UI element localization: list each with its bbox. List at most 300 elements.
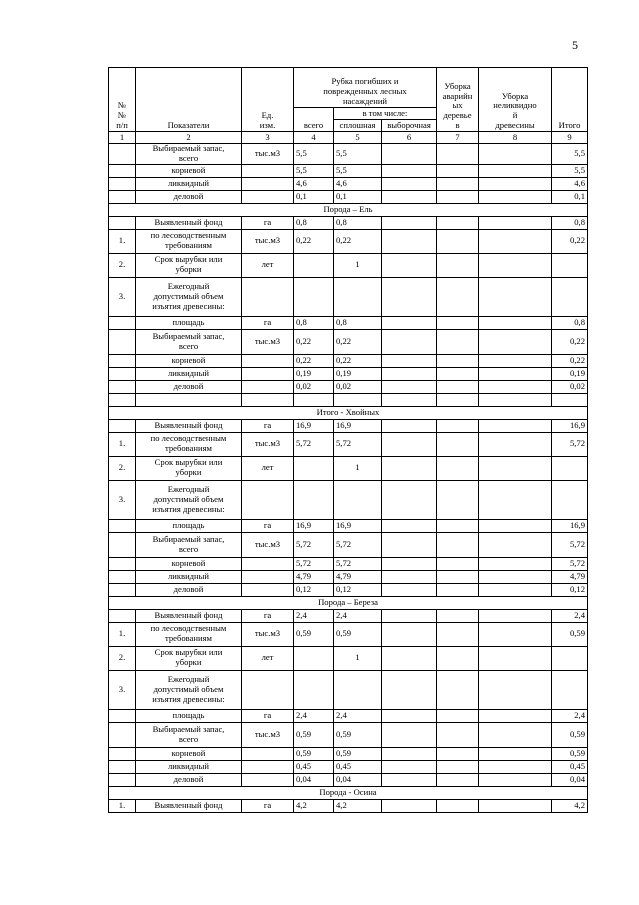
table-cell xyxy=(437,747,479,760)
table-cell: 0,04 xyxy=(294,773,334,786)
table-cell xyxy=(479,709,552,722)
table-cell xyxy=(334,480,382,519)
table-row xyxy=(109,253,588,277)
table-cell: 16,9 xyxy=(294,419,334,432)
table-cell xyxy=(382,570,437,583)
table-cell xyxy=(334,670,382,709)
table-cell: 5,5 xyxy=(334,144,382,165)
table-cell xyxy=(382,380,437,393)
table-cell xyxy=(242,670,294,709)
table-cell xyxy=(437,760,479,773)
table-cell: 5,5 xyxy=(552,164,588,177)
table-row xyxy=(109,609,588,622)
table-cell: 0,02 xyxy=(552,380,588,393)
table-cell xyxy=(479,367,552,380)
table-cell xyxy=(552,670,588,709)
table-cell xyxy=(382,760,437,773)
table-cell: 0,59 xyxy=(334,622,382,646)
table-cell: 0,59 xyxy=(334,747,382,760)
table-cell xyxy=(479,432,552,456)
table-cell xyxy=(109,164,136,177)
table-cell: 0,22 xyxy=(552,329,588,354)
table-cell: деловой xyxy=(136,190,242,203)
table-cell xyxy=(242,380,294,393)
table-cell xyxy=(437,380,479,393)
table-cell xyxy=(382,229,437,253)
section-title: Итого - Хвойных xyxy=(109,406,588,419)
table-cell xyxy=(242,367,294,380)
table-cell xyxy=(437,456,479,480)
table-cell xyxy=(479,190,552,203)
table-cell: 0,12 xyxy=(552,583,588,596)
table-cell: по лесоводственным требованиям xyxy=(136,229,242,253)
table-cell: по лесоводственным требованиям xyxy=(136,432,242,456)
table-cell xyxy=(479,532,552,557)
table-cell xyxy=(437,253,479,277)
table-cell xyxy=(294,646,334,670)
table-row xyxy=(109,570,588,583)
table-cell xyxy=(382,519,437,532)
table-cell: лет xyxy=(242,253,294,277)
table-cell: 4,79 xyxy=(552,570,588,583)
table-cell xyxy=(382,622,437,646)
table-cell: 2. xyxy=(109,646,136,670)
table-cell: 4,6 xyxy=(552,177,588,190)
table-cell: Выбираемый запас, всего xyxy=(136,144,242,165)
table-cell xyxy=(437,277,479,316)
table-cell xyxy=(382,329,437,354)
table-cell xyxy=(479,480,552,519)
table-cell xyxy=(382,316,437,329)
table-cell: 0,8 xyxy=(552,216,588,229)
table-cell xyxy=(109,393,136,406)
table-cell xyxy=(294,670,334,709)
table-cell xyxy=(382,456,437,480)
table-cell: площадь xyxy=(136,519,242,532)
table-cell: Выявленный фонд xyxy=(136,419,242,432)
table-cell xyxy=(479,456,552,480)
table-cell: Срок вырубки или уборки xyxy=(136,646,242,670)
column-number: 1 xyxy=(109,132,136,144)
table-cell xyxy=(109,609,136,622)
table-cell: 0,59 xyxy=(552,622,588,646)
table-cell: 2,4 xyxy=(294,709,334,722)
table-cell: 4,79 xyxy=(294,570,334,583)
table-cell xyxy=(242,480,294,519)
table-cell xyxy=(479,773,552,786)
column-number: 9 xyxy=(552,132,588,144)
table-cell xyxy=(109,329,136,354)
table-cell xyxy=(382,144,437,165)
table-cell xyxy=(479,519,552,532)
table-cell: 2,4 xyxy=(552,609,588,622)
column-number: 3 xyxy=(242,132,294,144)
table-cell xyxy=(109,557,136,570)
table-cell xyxy=(552,456,588,480)
table-cell xyxy=(479,799,552,812)
table-cell: 1. xyxy=(109,229,136,253)
table-cell xyxy=(479,177,552,190)
table-row xyxy=(109,329,588,354)
table-cell xyxy=(437,799,479,812)
table-row xyxy=(109,456,588,480)
table-cell: Выявленный фонд xyxy=(136,216,242,229)
table-cell xyxy=(382,609,437,622)
column-number: 7 xyxy=(437,132,479,144)
table-cell xyxy=(382,419,437,432)
table-cell: 5,72 xyxy=(294,432,334,456)
header-indicator: Показатели xyxy=(136,68,242,132)
table-cell: 0,45 xyxy=(294,760,334,773)
table-cell: лет xyxy=(242,456,294,480)
table-cell: 0,1 xyxy=(552,190,588,203)
table-cell xyxy=(382,216,437,229)
header-including: в том числе: xyxy=(334,108,437,120)
table-cell xyxy=(479,557,552,570)
table-row xyxy=(109,557,588,570)
table-cell: 2,4 xyxy=(334,709,382,722)
table-cell: 0,8 xyxy=(552,316,588,329)
table-cell: ликвидный xyxy=(136,177,242,190)
table-cell xyxy=(437,646,479,670)
table-cell: 5,72 xyxy=(334,432,382,456)
table-cell xyxy=(109,722,136,747)
table-cell: 0,02 xyxy=(334,380,382,393)
table-cell: 0,8 xyxy=(294,216,334,229)
table-cell: 4,79 xyxy=(334,570,382,583)
table-cell: Выбираемый запас, всего xyxy=(136,722,242,747)
table-cell xyxy=(552,646,588,670)
table-cell xyxy=(382,670,437,709)
table-cell: 0,22 xyxy=(552,354,588,367)
table-cell: тыс.м3 xyxy=(242,229,294,253)
table-row xyxy=(109,216,588,229)
table-cell xyxy=(382,709,437,722)
table-cell: 0,19 xyxy=(294,367,334,380)
table-cell: 0,8 xyxy=(334,316,382,329)
table-cell: Срок вырубки или уборки xyxy=(136,456,242,480)
table-cell: 5,72 xyxy=(552,557,588,570)
table-row xyxy=(109,316,588,329)
table-cell: ликвидный xyxy=(136,570,242,583)
table-cell xyxy=(382,646,437,670)
table-cell xyxy=(109,773,136,786)
table-cell xyxy=(479,622,552,646)
table-cell xyxy=(382,480,437,519)
table-cell xyxy=(382,722,437,747)
header-emergency: Уборка аварийн ых деревье в xyxy=(437,68,479,132)
table-cell: ликвидный xyxy=(136,760,242,773)
table-cell: 0,59 xyxy=(552,747,588,760)
table-cell xyxy=(294,480,334,519)
table-cell xyxy=(479,354,552,367)
table-cell xyxy=(242,583,294,596)
table-cell: 1 xyxy=(334,646,382,670)
table-cell xyxy=(479,216,552,229)
table-cell xyxy=(437,480,479,519)
table-cell: по лесоводственным требованиям xyxy=(136,622,242,646)
table-cell: 0,22 xyxy=(334,354,382,367)
table-cell: 16,9 xyxy=(552,519,588,532)
table-cell: 4,2 xyxy=(294,799,334,812)
table-cell: 2. xyxy=(109,253,136,277)
table-cell: га xyxy=(242,799,294,812)
table-cell: 5,72 xyxy=(552,532,588,557)
table-cell xyxy=(437,622,479,646)
table-cell xyxy=(437,229,479,253)
table-cell xyxy=(437,670,479,709)
table-cell: 1. xyxy=(109,622,136,646)
table-cell: 16,9 xyxy=(334,419,382,432)
table-cell: 4,6 xyxy=(334,177,382,190)
table-cell: 0,22 xyxy=(334,229,382,253)
table-cell xyxy=(294,393,334,406)
table-cell xyxy=(334,393,382,406)
table-cell xyxy=(437,164,479,177)
table-cell: 5,5 xyxy=(334,164,382,177)
table-cell xyxy=(437,367,479,380)
table-cell: тыс.м3 xyxy=(242,622,294,646)
table-cell xyxy=(109,747,136,760)
table-cell: 0,04 xyxy=(552,773,588,786)
table-cell xyxy=(437,557,479,570)
column-number: 2 xyxy=(136,132,242,144)
table-cell xyxy=(242,277,294,316)
table-cell xyxy=(109,570,136,583)
table-cell: Ежегодный допустимый объем изъятия древесины: xyxy=(136,480,242,519)
table-cell xyxy=(382,532,437,557)
table-row xyxy=(109,519,588,532)
section-title: Порода – Береза xyxy=(109,596,588,609)
table-cell xyxy=(479,747,552,760)
table-cell xyxy=(479,316,552,329)
table-row xyxy=(109,480,588,519)
table-cell: 0,8 xyxy=(334,216,382,229)
table-cell: 3. xyxy=(109,480,136,519)
header-cut-group: Рубка погибших и поврежденных лесных насаждений xyxy=(294,68,437,108)
table-cell: 0,45 xyxy=(552,760,588,773)
header-selective: выборочная xyxy=(382,120,437,132)
table-cell: 0,22 xyxy=(334,329,382,354)
table-cell: 16,9 xyxy=(294,519,334,532)
table-cell: 0,02 xyxy=(294,380,334,393)
table-cell xyxy=(437,519,479,532)
table-cell xyxy=(437,329,479,354)
table-cell: 0,22 xyxy=(294,229,334,253)
table-row xyxy=(109,722,588,747)
table-cell: га xyxy=(242,419,294,432)
table-cell: 1 xyxy=(334,456,382,480)
table-cell: 1. xyxy=(109,432,136,456)
header-illiquid: Уборка неликвидно й древесины xyxy=(479,68,552,132)
table-cell: га xyxy=(242,609,294,622)
table-cell xyxy=(382,177,437,190)
table-cell: 5,72 xyxy=(294,557,334,570)
table-row xyxy=(109,760,588,773)
table-row xyxy=(109,747,588,760)
table-cell xyxy=(552,253,588,277)
table-cell xyxy=(382,354,437,367)
table-row xyxy=(109,144,588,165)
table-cell xyxy=(552,480,588,519)
table-cell xyxy=(479,570,552,583)
table-cell: 1 xyxy=(334,253,382,277)
table-cell xyxy=(437,432,479,456)
table-cell xyxy=(382,277,437,316)
table-cell: 0,04 xyxy=(334,773,382,786)
header-total: всего xyxy=(294,120,334,132)
table-cell xyxy=(479,760,552,773)
table-cell xyxy=(136,393,242,406)
table-row xyxy=(109,190,588,203)
table-cell xyxy=(479,329,552,354)
table-cell xyxy=(109,519,136,532)
table-cell: 2,4 xyxy=(552,709,588,722)
table-cell xyxy=(382,164,437,177)
table-cell: 5,5 xyxy=(552,144,588,165)
table-cell: 0,59 xyxy=(334,722,382,747)
table-cell xyxy=(552,393,588,406)
table-cell: корневой xyxy=(136,557,242,570)
table-row xyxy=(109,773,588,786)
table-row xyxy=(109,177,588,190)
table-cell: 0,45 xyxy=(334,760,382,773)
table-cell xyxy=(334,277,382,316)
table-cell: 5,72 xyxy=(334,532,382,557)
table-cell: Ежегодный допустимый объем изъятия древесины: xyxy=(136,670,242,709)
table-cell: тыс.м3 xyxy=(242,329,294,354)
table-cell xyxy=(242,354,294,367)
table-cell xyxy=(242,164,294,177)
table-row xyxy=(109,354,588,367)
section-row xyxy=(109,596,588,609)
table-cell: 16,9 xyxy=(334,519,382,532)
table-cell xyxy=(437,144,479,165)
table-cell: 16,9 xyxy=(552,419,588,432)
table-cell: 2,4 xyxy=(334,609,382,622)
table-cell xyxy=(437,773,479,786)
table-cell xyxy=(109,144,136,165)
table-cell: Срок вырубки или уборки xyxy=(136,253,242,277)
table-cell xyxy=(109,583,136,596)
table-cell: 1. xyxy=(109,799,136,812)
table-cell: деловой xyxy=(136,773,242,786)
table-cell xyxy=(437,570,479,583)
table-cell: 5,72 xyxy=(552,432,588,456)
table-cell xyxy=(552,277,588,316)
header-sum: Итого xyxy=(552,68,588,132)
table-cell: га xyxy=(242,709,294,722)
table-cell: деловой xyxy=(136,583,242,596)
table-cell: корневой xyxy=(136,747,242,760)
table-row xyxy=(109,367,588,380)
table-cell xyxy=(479,253,552,277)
table-cell xyxy=(479,229,552,253)
table-cell xyxy=(479,609,552,622)
table-cell xyxy=(242,393,294,406)
table-cell: 4,6 xyxy=(294,177,334,190)
page-number: 5 xyxy=(572,38,578,52)
table-cell xyxy=(109,419,136,432)
table-row xyxy=(109,646,588,670)
table-cell xyxy=(437,532,479,557)
table-row xyxy=(109,393,588,406)
table-cell xyxy=(382,393,437,406)
table-cell xyxy=(382,747,437,760)
section-title: Порода - Осина xyxy=(109,786,588,799)
table-cell xyxy=(294,277,334,316)
table-cell xyxy=(109,216,136,229)
table-cell xyxy=(109,316,136,329)
table-row xyxy=(109,380,588,393)
table-cell xyxy=(382,367,437,380)
table-cell: тыс.м3 xyxy=(242,722,294,747)
section-title: Порода – Ель xyxy=(109,203,588,216)
table-cell xyxy=(242,760,294,773)
table-cell: деловой xyxy=(136,380,242,393)
table-cell xyxy=(242,570,294,583)
table-cell xyxy=(479,670,552,709)
table-row xyxy=(109,532,588,557)
table-cell xyxy=(109,177,136,190)
table-cell xyxy=(479,646,552,670)
table-cell: 5,5 xyxy=(294,164,334,177)
table-cell: 0,1 xyxy=(294,190,334,203)
table-cell xyxy=(242,557,294,570)
table-cell: 0,59 xyxy=(294,747,334,760)
table-cell xyxy=(437,609,479,622)
table-cell: лет xyxy=(242,646,294,670)
table-cell xyxy=(479,277,552,316)
table-cell xyxy=(437,316,479,329)
table-cell: 5,72 xyxy=(294,532,334,557)
table-cell xyxy=(382,799,437,812)
table-row xyxy=(109,622,588,646)
table-cell: 5,5 xyxy=(294,144,334,165)
table-cell: 0,59 xyxy=(294,622,334,646)
table-cell: площадь xyxy=(136,709,242,722)
table-cell xyxy=(109,532,136,557)
table-cell: площадь xyxy=(136,316,242,329)
table-cell: 0,22 xyxy=(294,354,334,367)
table-cell xyxy=(479,144,552,165)
table-cell xyxy=(479,393,552,406)
table-cell xyxy=(382,583,437,596)
table-row xyxy=(109,709,588,722)
section-row xyxy=(109,203,588,216)
table-cell xyxy=(437,177,479,190)
table-cell xyxy=(437,354,479,367)
table-row xyxy=(109,229,588,253)
table-cell: Выбираемый запас, всего xyxy=(136,329,242,354)
table-cell xyxy=(294,253,334,277)
table-cell xyxy=(294,456,334,480)
column-number: 8 xyxy=(479,132,552,144)
table-cell xyxy=(437,419,479,432)
table-cell xyxy=(242,190,294,203)
table-cell: га xyxy=(242,316,294,329)
table-row xyxy=(109,583,588,596)
table-cell xyxy=(479,583,552,596)
table-cell xyxy=(109,367,136,380)
header-unit: Ед. изм. xyxy=(242,68,294,132)
table-cell: 0,12 xyxy=(334,583,382,596)
table-cell: Ежегодный допустимый объем изъятия древесины: xyxy=(136,277,242,316)
column-number: 4 xyxy=(294,132,334,144)
table-cell: га xyxy=(242,519,294,532)
table-cell: 0,19 xyxy=(334,367,382,380)
table-cell: тыс.м3 xyxy=(242,432,294,456)
